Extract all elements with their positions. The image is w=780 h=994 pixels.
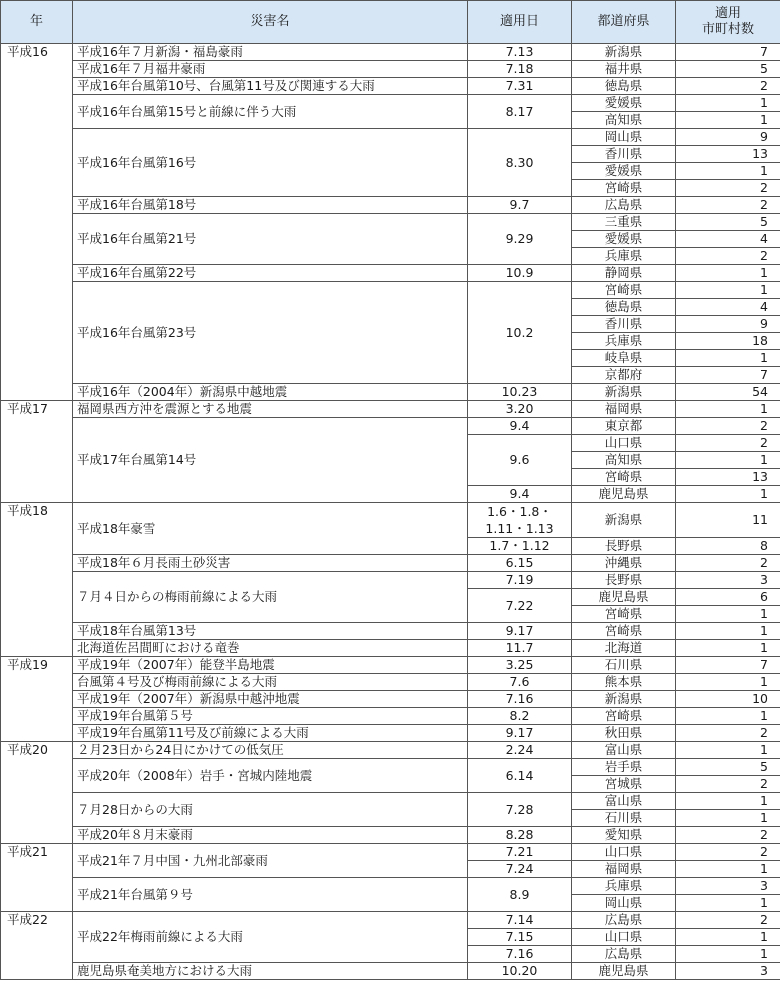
- table-row: [1, 95, 780, 112]
- year-cell: 平成19: [1, 657, 73, 742]
- prefecture-cell: 広島県: [572, 946, 676, 963]
- disaster-name-cell: 平成21年台風第９号: [73, 878, 468, 912]
- municipality-count-cell: 7: [676, 367, 780, 384]
- table-row: [1, 691, 780, 708]
- municipality-count-cell: 1: [676, 163, 780, 180]
- header-count-line1: 適用: [714, 6, 741, 21]
- disaster-name-cell: 平成16年台風第22号: [73, 265, 468, 282]
- disaster-name-cell: 平成18年６月長雨土砂災害: [73, 555, 468, 572]
- application-date-cell: 10.23: [468, 384, 572, 401]
- disaster-name-cell: 平成20年８月末豪雨: [73, 827, 468, 844]
- table-row: [1, 265, 780, 282]
- disaster-name-cell: 平成19年（2007年）新潟県中越沖地震: [73, 691, 468, 708]
- municipality-count-cell: 1: [676, 623, 780, 640]
- disaster-name-cell: 平成16年７月新潟・福島豪雨: [73, 44, 468, 61]
- prefecture-cell: 京都府: [572, 367, 676, 384]
- prefecture-cell: 新潟県: [572, 384, 676, 401]
- disaster-name-cell: 平成22年梅雨前線による大雨: [73, 912, 468, 963]
- prefecture-cell: 宮崎県: [572, 469, 676, 486]
- disaster-name-cell: 平成19年（2007年）能登半島地震: [73, 657, 468, 674]
- table-row: [1, 44, 780, 61]
- table-row: [1, 418, 780, 435]
- application-date-cell: 7.15: [468, 929, 572, 946]
- application-date-cell: 8.17: [468, 95, 572, 129]
- table-row: [1, 572, 780, 589]
- prefecture-cell: 秋田県: [572, 725, 676, 742]
- municipality-count-cell: 13: [676, 146, 780, 163]
- application-date-cell: 7.14: [468, 912, 572, 929]
- prefecture-cell: 新潟県: [572, 503, 676, 538]
- table-row: [1, 963, 780, 980]
- prefecture-cell: 宮城県: [572, 776, 676, 793]
- header-row: [1, 1, 780, 44]
- prefecture-cell: 新潟県: [572, 44, 676, 61]
- header-count-line2: 市町村数: [701, 22, 754, 37]
- prefecture-cell: 山口県: [572, 435, 676, 452]
- municipality-count-cell: 5: [676, 759, 780, 776]
- prefecture-cell: 兵庫県: [572, 333, 676, 350]
- municipality-count-cell: 1: [676, 674, 780, 691]
- application-date-cell: 2.24: [468, 742, 572, 759]
- application-date-cell: 8.28: [468, 827, 572, 844]
- table-row: [1, 555, 780, 572]
- application-date-cell: 8.30: [468, 129, 572, 197]
- municipality-count-cell: 2: [676, 776, 780, 793]
- table-row: [1, 61, 780, 78]
- disaster-name-cell: 福岡県西方沖を震源とする地震: [73, 401, 468, 418]
- municipality-count-cell: 1: [676, 486, 780, 503]
- municipality-count-cell: 7: [676, 657, 780, 674]
- application-date-cell: 6.14: [468, 759, 572, 793]
- prefecture-cell: 徳島県: [572, 78, 676, 95]
- prefecture-cell: 福井県: [572, 61, 676, 78]
- disaster-name-cell: 台風第４号及び梅雨前線による大雨: [73, 674, 468, 691]
- prefecture-cell: 鹿児島県: [572, 486, 676, 503]
- table-row: [1, 793, 780, 810]
- prefecture-cell: 徳島県: [572, 299, 676, 316]
- application-date-cell: 7.19: [468, 572, 572, 589]
- municipality-count-cell: 1: [676, 861, 780, 878]
- prefecture-cell: 東京都: [572, 418, 676, 435]
- disaster-name-cell: 平成18年豪雪: [73, 503, 468, 555]
- prefecture-cell: 広島県: [572, 197, 676, 214]
- table-body: [1, 44, 780, 980]
- municipality-count-cell: 3: [676, 878, 780, 895]
- application-date-cell: 11.7: [468, 640, 572, 657]
- disaster-name-cell: 北海道佐呂間町における竜巻: [73, 640, 468, 657]
- municipality-count-cell: 1: [676, 793, 780, 810]
- prefecture-cell: 石川県: [572, 657, 676, 674]
- prefecture-cell: 富山県: [572, 793, 676, 810]
- prefecture-cell: 岐阜県: [572, 350, 676, 367]
- prefecture-cell: 兵庫県: [572, 878, 676, 895]
- municipality-count-cell: 1: [676, 946, 780, 963]
- table-row: [1, 742, 780, 759]
- year-cell: 平成20: [1, 742, 73, 844]
- year-cell: 平成21: [1, 844, 73, 912]
- prefecture-cell: 宮崎県: [572, 623, 676, 640]
- disaster-name-cell: 平成16年台風第15号と前線に伴う大雨: [73, 95, 468, 129]
- prefecture-cell: 愛媛県: [572, 163, 676, 180]
- prefecture-cell: 岩手県: [572, 759, 676, 776]
- prefecture-cell: 福岡県: [572, 401, 676, 418]
- prefecture-cell: 長野県: [572, 572, 676, 589]
- application-date-cell: 3.20: [468, 401, 572, 418]
- municipality-count-cell: 1: [676, 810, 780, 827]
- application-date-cell: 7.18: [468, 61, 572, 78]
- prefecture-cell: 宮崎県: [572, 282, 676, 299]
- application-date-cell: 9.17: [468, 725, 572, 742]
- prefecture-cell: 宮崎県: [572, 606, 676, 623]
- municipality-count-cell: 2: [676, 844, 780, 861]
- prefecture-cell: 山口県: [572, 844, 676, 861]
- year-cell: 平成18: [1, 503, 73, 657]
- table-row: [1, 827, 780, 844]
- application-date-cell: 8.2: [468, 708, 572, 725]
- table-row: [1, 282, 780, 299]
- municipality-count-cell: 4: [676, 299, 780, 316]
- municipality-count-cell: 1: [676, 929, 780, 946]
- municipality-count-cell: 11: [676, 503, 780, 538]
- table-row: [1, 129, 780, 146]
- prefecture-cell: 宮崎県: [572, 180, 676, 197]
- prefecture-cell: 三重県: [572, 214, 676, 231]
- disaster-name-cell: 平成19年台風第５号: [73, 708, 468, 725]
- municipality-count-cell: 2: [676, 435, 780, 452]
- municipality-count-cell: 1: [676, 265, 780, 282]
- application-date-cell: 9.6: [468, 435, 572, 486]
- municipality-count-cell: 54: [676, 384, 780, 401]
- header-prefecture: 都道府県: [572, 1, 676, 44]
- application-date-line1: 1.6・1.8・: [487, 504, 552, 519]
- municipality-count-cell: 2: [676, 78, 780, 95]
- year-cell: 平成17: [1, 401, 73, 503]
- municipality-count-cell: 2: [676, 555, 780, 572]
- application-date-cell: 1.7・1.12: [468, 538, 572, 555]
- municipality-count-cell: 5: [676, 61, 780, 78]
- municipality-count-cell: 1: [676, 350, 780, 367]
- disaster-name-cell: 平成16年台風第10号、台風第11号及び関連する大雨: [73, 78, 468, 95]
- municipality-count-cell: 1: [676, 112, 780, 129]
- prefecture-cell: 北海道: [572, 640, 676, 657]
- municipality-count-cell: 9: [676, 129, 780, 146]
- application-date-cell: 10.20: [468, 963, 572, 980]
- prefecture-cell: 愛知県: [572, 827, 676, 844]
- prefecture-cell: 鹿児島県: [572, 963, 676, 980]
- table-row: [1, 78, 780, 95]
- municipality-count-cell: 3: [676, 572, 780, 589]
- prefecture-cell: 長野県: [572, 538, 676, 555]
- application-date-cell: 7.22: [468, 589, 572, 623]
- prefecture-cell: 沖縄県: [572, 555, 676, 572]
- disaster-name-cell: 平成16年台風第21号: [73, 214, 468, 265]
- prefecture-cell: 岡山県: [572, 895, 676, 912]
- table-row: [1, 197, 780, 214]
- disaster-name-cell: 平成16年台風第23号: [73, 282, 468, 384]
- application-date-cell: 9.7: [468, 197, 572, 214]
- municipality-count-cell: 7: [676, 44, 780, 61]
- table-row: [1, 725, 780, 742]
- prefecture-cell: 鹿児島県: [572, 589, 676, 606]
- prefecture-cell: 静岡県: [572, 265, 676, 282]
- table-row: [1, 503, 780, 538]
- municipality-count-cell: 1: [676, 452, 780, 469]
- application-date-cell: 7.6: [468, 674, 572, 691]
- municipality-count-cell: 9: [676, 316, 780, 333]
- disaster-name-cell: 平成19年台風第11号及び前線による大雨: [73, 725, 468, 742]
- municipality-count-cell: 2: [676, 418, 780, 435]
- table-row: [1, 912, 780, 929]
- table-row: [1, 640, 780, 657]
- table-row: [1, 844, 780, 861]
- disaster-name-cell: 平成16年台風第18号: [73, 197, 468, 214]
- application-date-cell: 10.9: [468, 265, 572, 282]
- municipality-count-cell: 1: [676, 742, 780, 759]
- municipality-count-cell: 1: [676, 895, 780, 912]
- header-year: 年: [1, 1, 73, 44]
- application-date-cell: 8.9: [468, 878, 572, 912]
- table-row: [1, 384, 780, 401]
- municipality-count-cell: 2: [676, 912, 780, 929]
- table-row: [1, 759, 780, 776]
- municipality-count-cell: 2: [676, 180, 780, 197]
- municipality-count-cell: 8: [676, 538, 780, 555]
- disaster-name-cell: 平成17年台風第14号: [73, 418, 468, 503]
- prefecture-cell: 香川県: [572, 316, 676, 333]
- prefecture-cell: 愛媛県: [572, 95, 676, 112]
- application-date-cell: [468, 503, 572, 538]
- application-date-cell: 7.13: [468, 44, 572, 61]
- municipality-count-cell: 1: [676, 708, 780, 725]
- application-date-cell: 7.24: [468, 861, 572, 878]
- prefecture-cell: 高知県: [572, 452, 676, 469]
- prefecture-cell: 香川県: [572, 146, 676, 163]
- municipality-count-cell: 2: [676, 725, 780, 742]
- prefecture-cell: 福岡県: [572, 861, 676, 878]
- disaster-name-cell: 平成16年７月福井豪雨: [73, 61, 468, 78]
- prefecture-cell: 愛媛県: [572, 231, 676, 248]
- prefecture-cell: 山口県: [572, 929, 676, 946]
- disaster-name-cell: 鹿児島県奄美地方における大雨: [73, 963, 468, 980]
- table-row: [1, 657, 780, 674]
- application-date-cell: 7.16: [468, 946, 572, 963]
- year-cell: 平成22: [1, 912, 73, 980]
- prefecture-cell: 新潟県: [572, 691, 676, 708]
- municipality-count-cell: 4: [676, 231, 780, 248]
- municipality-count-cell: 1: [676, 95, 780, 112]
- municipality-count-cell: 5: [676, 214, 780, 231]
- municipality-count-cell: 13: [676, 469, 780, 486]
- prefecture-cell: 兵庫県: [572, 248, 676, 265]
- municipality-count-cell: 2: [676, 248, 780, 265]
- disaster-name-cell: ２月23日から24日にかけての低気圧: [73, 742, 468, 759]
- municipality-count-cell: 3: [676, 963, 780, 980]
- disaster-name-cell: 平成18年台風第13号: [73, 623, 468, 640]
- disaster-name-cell: ７月28日からの大雨: [73, 793, 468, 827]
- municipality-count-cell: 1: [676, 640, 780, 657]
- application-date-cell: 9.29: [468, 214, 572, 265]
- prefecture-cell: 高知県: [572, 112, 676, 129]
- disaster-name-cell: 平成16年台風第16号: [73, 129, 468, 197]
- municipality-count-cell: 1: [676, 282, 780, 299]
- table-row: [1, 401, 780, 418]
- application-date-line2: 1.11・1.13: [485, 521, 554, 536]
- municipality-count-cell: 1: [676, 606, 780, 623]
- municipality-count-cell: 6: [676, 589, 780, 606]
- header-municipality-count: [676, 1, 780, 44]
- municipality-count-cell: 1: [676, 401, 780, 418]
- municipality-count-cell: 18: [676, 333, 780, 350]
- municipality-count-cell: 2: [676, 827, 780, 844]
- prefecture-cell: 富山県: [572, 742, 676, 759]
- application-date-cell: 9.4: [468, 486, 572, 503]
- disaster-name-cell: ７月４日からの梅雨前線による大雨: [73, 572, 468, 623]
- header-application-date: 適用日: [468, 1, 572, 44]
- application-date-cell: 3.25: [468, 657, 572, 674]
- application-date-cell: 7.31: [468, 78, 572, 95]
- header-disaster-name: 災害名: [73, 1, 468, 44]
- application-date-cell: 7.28: [468, 793, 572, 827]
- application-date-cell: 9.17: [468, 623, 572, 640]
- prefecture-cell: 岡山県: [572, 129, 676, 146]
- year-cell: 平成16: [1, 44, 73, 401]
- municipality-count-cell: 10: [676, 691, 780, 708]
- application-date-cell: 6.15: [468, 555, 572, 572]
- prefecture-cell: 石川県: [572, 810, 676, 827]
- prefecture-cell: 宮崎県: [572, 708, 676, 725]
- table-row: [1, 623, 780, 640]
- application-date-cell: 9.4: [468, 418, 572, 435]
- disaster-name-cell: 平成20年（2008年）岩手・宮城内陸地震: [73, 759, 468, 793]
- table-row: [1, 708, 780, 725]
- prefecture-cell: 広島県: [572, 912, 676, 929]
- table-row: [1, 214, 780, 231]
- table-row: [1, 674, 780, 691]
- prefecture-cell: 熊本県: [572, 674, 676, 691]
- application-date-cell: 10.2: [468, 282, 572, 384]
- application-date-cell: 7.16: [468, 691, 572, 708]
- disaster-name-cell: 平成16年（2004年）新潟県中越地震: [73, 384, 468, 401]
- application-date-cell: 7.21: [468, 844, 572, 861]
- disaster-name-cell: 平成21年７月中国・九州北部豪雨: [73, 844, 468, 878]
- municipality-count-cell: 2: [676, 197, 780, 214]
- table-row: [1, 878, 780, 895]
